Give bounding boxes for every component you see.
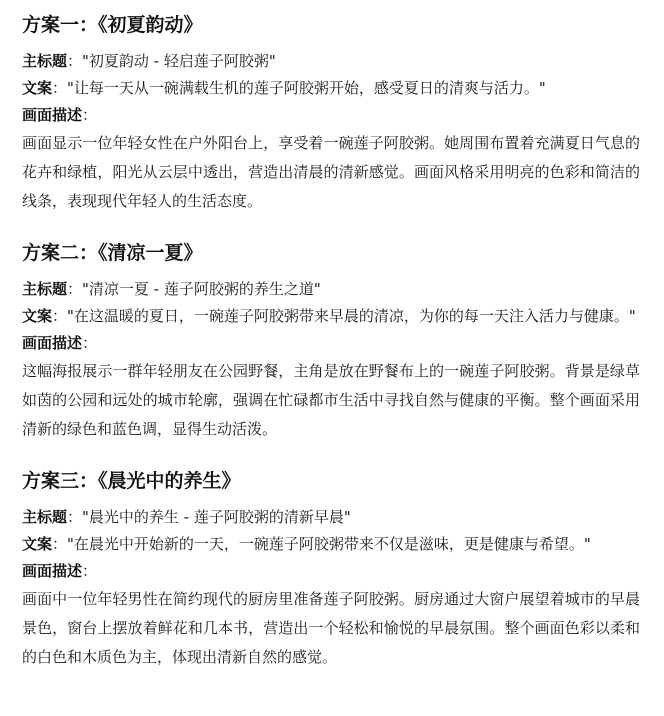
description-label: 画面描述 [22, 106, 83, 124]
copy-line [22, 531, 640, 558]
plan-title: 方案二：《清凉一夏》 [22, 242, 203, 264]
headline-line [22, 48, 640, 75]
description-label: 画面描述 [22, 562, 83, 580]
headline-label: 主标题 [22, 508, 68, 526]
copy-value: ："让每一天从一碗满载生机的莲子阿胶粥开始，感受夏日的清爽与活力。" [52, 79, 546, 97]
headline-value: ："初夏韵动 - 轻启莲子阿胶粥" [67, 52, 276, 70]
copy-line [22, 303, 640, 330]
description-text: 这幅海报展示一群年轻朋友在公园野餐，主角是放在野餐布上的一碗莲子阿胶粥。背景是绿草如茵的公园和远处的城市轮廓，强调在忙碌都市生活中寻找自然与健康的平衡。整个画面采用清新的绿色和蓝色调，显得生动活泼。 [22, 362, 640, 438]
description-colon: ： [82, 562, 98, 580]
headline-value: ："清凉一夏 - 莲子阿胶粥的养生之道" [67, 280, 321, 298]
description-heading [22, 102, 640, 129]
headline-line [22, 276, 640, 303]
plan-3 [22, 464, 640, 672]
copy-label: 文案 [22, 79, 53, 97]
headline-value: ："晨光中的养生 - 莲子阿胶粥的清新早晨" [67, 508, 351, 526]
copy-line [22, 75, 640, 102]
plan-2 [22, 236, 640, 444]
headline-line [22, 504, 640, 531]
copy-label: 文案 [22, 307, 53, 325]
description-colon: ： [82, 106, 98, 124]
headline-label: 主标题 [22, 280, 68, 298]
description-heading [22, 330, 640, 357]
description-label: 画面描述 [22, 334, 83, 352]
description-text: 画面中一位年轻男性在简约现代的厨房里准备莲子阿胶粥。厨房通过大窗户展望着城市的早晨景色，窗台上摆放着鲜花和几本书，营造出一个轻松和愉悦的早晨氛围。整个画面色彩以柔和的白色和木质色为主，体现出清新自然的感觉。 [22, 590, 640, 666]
description-colon: ： [82, 334, 98, 352]
plan-title: 方案一：《初夏韵动》 [22, 14, 203, 36]
copy-label: 文案 [22, 535, 53, 553]
plan-title: 方案三：《晨光中的养生》 [22, 470, 241, 492]
headline-label: 主标题 [22, 52, 68, 70]
description-heading [22, 558, 640, 585]
plan-1 [22, 8, 640, 216]
description-text: 画面显示一位年轻女性在户外阳台上，享受着一碗莲子阿胶粥。她周围布置着充满夏日气息的花卉和绿植，阳光从云层中透出，营造出清晨的清新感觉。画面风格采用明亮的色彩和简洁的线条，表现现代年轻人的生活态度。 [22, 134, 640, 210]
copy-value: ："在晨光中开始新的一天，一碗莲子阿胶粥带来不仅是滋味，更是健康与希望。" [52, 535, 591, 553]
copy-value: ："在这温暖的夏日，一碗莲子阿胶粥带来早晨的清凉，为你的每一天注入活力与健康。" [52, 307, 636, 325]
